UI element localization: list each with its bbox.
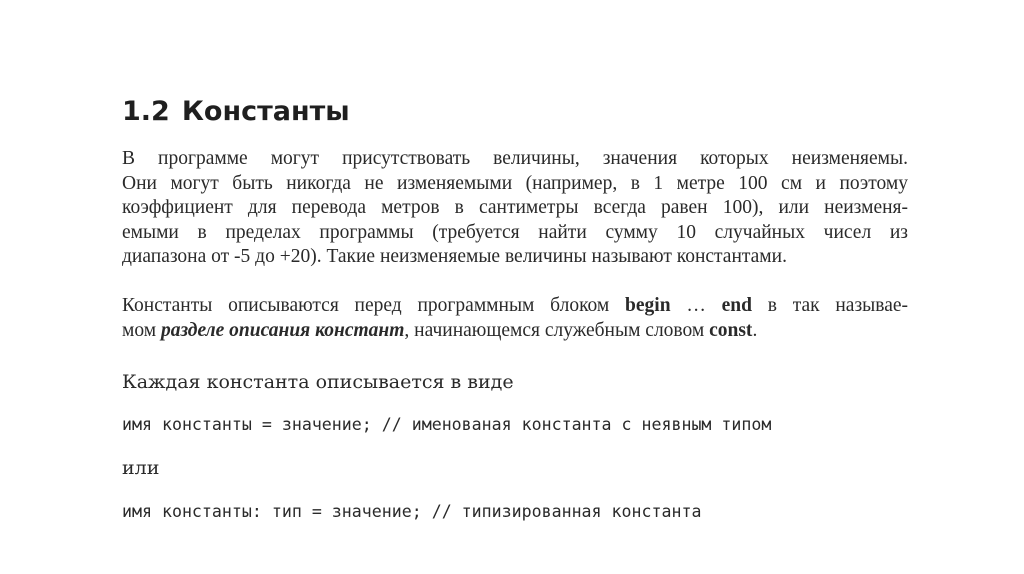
text-fragment: в так называе- <box>751 295 909 316</box>
paragraph-line: В программе могут присутствовать величины, значения которых неизменяемы. <box>122 148 908 169</box>
paragraph-line <box>122 319 908 344</box>
text-fragment: Константы описываются перед программным блоком <box>122 295 626 316</box>
paragraph-constants-declaration <box>122 294 908 343</box>
paragraph-constants-intro <box>122 147 908 270</box>
section-number: 1.2 <box>122 96 170 127</box>
text-fragment: . <box>752 319 758 341</box>
keyword-end: end <box>721 295 752 316</box>
declaration-intro: Каждая константа описывается в виде <box>122 371 514 393</box>
paragraph-line: Они могут быть никогда не изменяемыми (например, в 1 метре 100 см и поэтому <box>122 172 908 194</box>
paragraph-line: коэффициент для перевода метров в сантиметры всегда равен 100), или неизменя- <box>122 197 908 219</box>
code-named-constant: имя константы = значение; // именованая константа с неявным типом <box>122 415 772 434</box>
keyword-begin: begin <box>625 295 671 316</box>
paragraph-line: диапазона от -5 до +20). Такие неизменяемые величины называют константами. <box>122 246 787 268</box>
paragraph-line <box>122 294 908 319</box>
text-fragment: … <box>670 295 722 316</box>
or-separator: или <box>122 457 160 479</box>
term-constants-section: разделе описания констант <box>160 319 405 341</box>
section-heading <box>122 92 350 132</box>
section-title: Константы <box>181 96 350 127</box>
keyword-const: const <box>709 319 753 341</box>
paragraph-line: емыми в пределах программы (требуется найти сумму 10 случайных чисел из <box>122 221 908 243</box>
text-fragment: , начинающемся служебным словом <box>404 319 710 341</box>
text-fragment: мом <box>122 319 161 341</box>
code-typed-constant: имя константы: тип = значение; // типизированная константа <box>122 502 702 521</box>
